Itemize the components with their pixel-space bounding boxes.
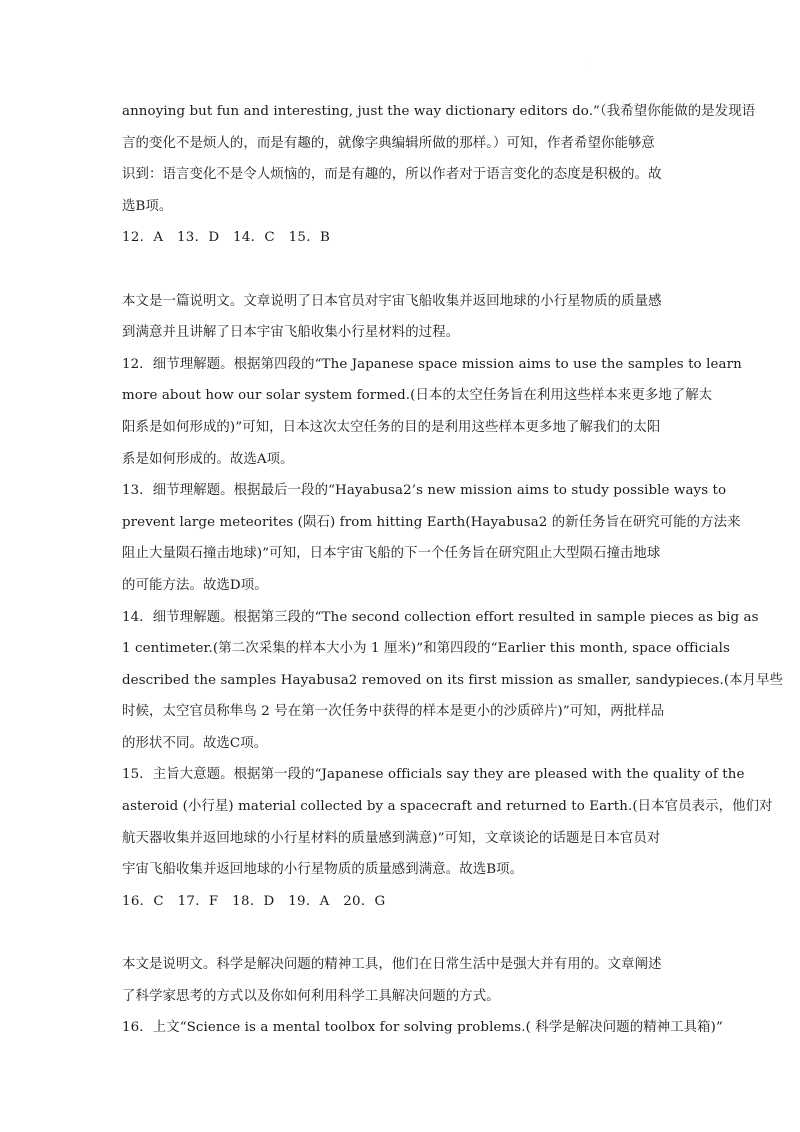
text-line: 13．细节理解题。根据最后一段的“Hayabusa2’s new mission aims to study possible ways to — [122, 483, 727, 499]
spacer — [122, 917, 682, 949]
explanation-q12 — [122, 349, 742, 475]
explanation-q14 — [122, 602, 784, 760]
text-line: 阳系是如何形成的)”可知，日本这次太空任务的目的是利用这些样本更多地了解我们的太阳 — [122, 419, 661, 435]
text-line: more about how our solar system formed.(日本的太空任务旨在利用这些样本来更多地了解太 — [122, 388, 713, 404]
answer-key-16-20: 16．C 17．F 18．D 19．A 20．G — [122, 893, 386, 909]
passage-summary-1 — [122, 286, 682, 349]
text-line: 15．主旨大意题。根据第一段的“Japanese officials say they are pleased with the quality of the — [122, 767, 745, 783]
explanation-q15 — [122, 759, 773, 885]
passage-summary-2 — [122, 949, 682, 1012]
text-line: 16．上文“Science is a mental toolbox for solving problems.( 科学是解决问题的精神工具箱)” — [122, 1020, 723, 1036]
paragraph-previous-explanation — [122, 96, 756, 222]
text-line: 的可能方法。故选D项。 — [122, 577, 268, 593]
text-line: 时候，太空官员称隼鸟 2 号在第一次任务中获得的样本是更小的沙质碎片)”可知，两批样品 — [122, 704, 665, 720]
text-line: 系是如何形成的。故选A项。 — [122, 451, 294, 467]
text-line: 本文是一篇说明文。文章说明了日本官员对宇宙飞船收集并返回地球的小行星物质的质量感 — [122, 293, 662, 309]
explanation-q16 — [122, 1012, 723, 1044]
text-line: described the samples Hayabusa2 removed on its first mission as smaller, sandypieces.(本月早些 — [122, 672, 784, 688]
spacer — [122, 254, 682, 286]
text-line: 14．细节理解题。根据第三段的“The second collection effort resulted in sample pieces as big as — [122, 609, 759, 625]
text-line: 选B项。 — [122, 198, 173, 214]
text-line: 的形状不同。故选C项。 — [122, 735, 268, 751]
text-line: 了科学家思考的方式以及你如何利用科学工具解决问题的方式。 — [122, 988, 500, 1004]
text-line: 言的变化不是烦人的，而是有趣的，就像字典编辑所做的那样。）可知，作者希望你能够意 — [122, 135, 655, 151]
text-line: asteroid (小行星) material collected by a spacecraft and returned to Earth.(日本官员表示，他们对 — [122, 799, 773, 815]
text-line: 宇宙飞船收集并返回地球的小行星物质的质量感到满意。故选B项。 — [122, 862, 524, 878]
document-content — [122, 96, 784, 1044]
text-line: 12．细节理解题。根据第四段的“The Japanese space mission aims to use the samples to learn — [122, 356, 742, 372]
text-line: 识到：语言变化不是令人烦恼的，而是有趣的，所以作者对于语言变化的态度是积极的。故 — [122, 167, 662, 183]
answer-key-12-15: 12．A 13．D 14．C 15．B — [122, 230, 331, 246]
text-line: 到满意并且讲解了日本宇宙飞船收集小行星材料的过程。 — [122, 325, 460, 341]
text-line: 航天器收集并返回地球的小行星材料的质量感到满意)”可知，文章谈论的话题是日本官员对 — [122, 830, 661, 846]
text-line: prevent large meteorites (陨石) from hitting Earth(Hayabusa2 的新任务旨在研究可能的方法来 — [122, 514, 741, 530]
text-line: 1 centimeter.(第二次采集的样本大小为 1 厘米)”和第四段的“Earlier this month, space officials — [122, 641, 731, 657]
text-line: 本文是说明文。科学是解决问题的精神工具，他们在日常生活中是强大并有用的。文章阐述 — [122, 957, 662, 973]
text-line: annoying but fun and interesting, just the way dictionary editors do.”（我希望你能做的是发现语 — [122, 104, 756, 119]
explanation-q13 — [122, 475, 741, 601]
text-line: 阻止大量陨石撞击地球)”可知，日本宇宙飞船的下一个任务旨在研究阻止大型陨石撞击地球 — [122, 546, 661, 562]
corner-mark: · — [590, 60, 593, 69]
